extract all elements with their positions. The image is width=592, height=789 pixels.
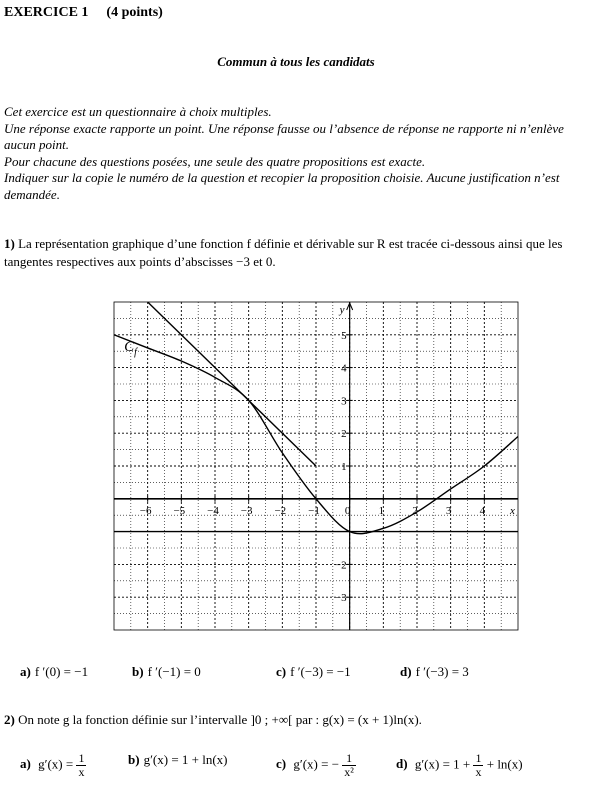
x-tick-label: −6 <box>139 504 152 517</box>
y-tick-label: 1 <box>341 461 347 473</box>
denominator: x² <box>344 765 354 779</box>
q2-answer-b <box>128 752 228 768</box>
answer-text: g′(x) = 1 + <box>414 756 471 772</box>
instruction-line: Pour chacune des questions posées, une seule des quatre propositions est exacte. <box>4 153 426 169</box>
question-2 <box>4 712 422 728</box>
q1-answer-d <box>400 664 469 680</box>
y-tick-label: −3 <box>334 592 347 605</box>
answer-text: g′(x) = − <box>293 756 340 772</box>
q1-answer-a <box>20 664 88 680</box>
numerator: 1 <box>342 752 356 766</box>
answer-text: g′(x) = <box>38 756 74 772</box>
numerator: 1 <box>78 751 85 765</box>
q1-answer-b <box>132 664 201 680</box>
answer-label: a) <box>20 756 31 772</box>
question-text: On note g la fonction définie sur l’intervalle ]0 ; +∞[ par : g(x) = (x + 1)ln(x). <box>18 712 422 727</box>
y-tick-label: 2 <box>341 428 347 441</box>
instruction-line: Indiquer sur la copie le numéro de la question et recopier la proposition choisie. Aucune justification n’est demandée. <box>4 170 560 202</box>
answer-text: f ′(−3) = −1 <box>290 664 351 679</box>
question-number: 1) <box>4 236 15 251</box>
exercise-title: EXERCICE 1 <box>4 5 89 20</box>
answer-text: f ′(−1) = 0 <box>147 664 201 679</box>
fraction <box>342 752 356 779</box>
x-tick-label: −1 <box>308 504 320 517</box>
instruction-line: Une réponse exacte rapporte un point. Une réponse fausse ou l’absence de réponse ne rapporte ni n’enlève aucun point. <box>4 120 564 152</box>
x-tick-label: 0 <box>344 504 351 517</box>
question-number: 2) <box>4 712 15 727</box>
y-tick-label: 4 <box>341 362 347 375</box>
x-tick-label: 3 <box>445 504 452 517</box>
x-tick-label: −4 <box>207 504 219 517</box>
q1-answer-c <box>276 664 351 680</box>
answer-text: f ′(−3) = 3 <box>415 664 469 679</box>
instruction-line: Cet exercice est un questionnaire à choix multiples. <box>4 104 272 119</box>
answer-label: b) <box>132 664 144 679</box>
q2-answer-c <box>276 752 356 779</box>
x-tick-label: −3 <box>240 504 253 517</box>
x-tick-label: 1 <box>378 504 385 517</box>
q2-answer-d <box>396 752 523 779</box>
answer-label: d) <box>400 664 412 679</box>
question-text: La représentation graphique d’une fonction f définie et dérivable sur R est tracée ci-dessous ainsi que les tangentes respectives aux points d’abscisses −3 et 0. <box>4 236 563 269</box>
numerator: 1 <box>475 751 482 765</box>
exercise-points: (4 points) <box>106 5 163 20</box>
fraction <box>76 752 86 779</box>
fraction <box>473 752 483 779</box>
curve-label: $C_f$ <box>124 339 137 359</box>
denominator: x <box>475 765 482 779</box>
denominator: x <box>78 765 85 779</box>
answer-label: a) <box>20 664 31 679</box>
answer-label: c) <box>276 756 287 772</box>
answer-text: f ′(0) = −1 <box>34 664 89 679</box>
answer-label: c) <box>276 664 287 679</box>
answer-text: + ln(x) <box>486 756 523 772</box>
x-tick-label: 4 <box>479 504 486 517</box>
exercise-subtitle: Commun à tous les candidats <box>217 54 375 69</box>
x-tick-label: 2 <box>412 504 418 517</box>
y-axis-label: y <box>339 304 345 316</box>
y-tick-label: 3 <box>341 395 347 408</box>
x-tick-label: −5 <box>173 504 186 517</box>
answer-label: d) <box>396 756 408 772</box>
x-tick-label: −2 <box>274 504 287 517</box>
q2-answer-a <box>20 752 86 779</box>
answer-text: g′(x) = 1 + ln(x) <box>143 752 228 767</box>
answer-label: b) <box>128 752 140 767</box>
y-tick-label: 5 <box>341 329 347 342</box>
x-axis-label: x <box>510 504 515 517</box>
y-tick-label: −2 <box>334 559 347 572</box>
